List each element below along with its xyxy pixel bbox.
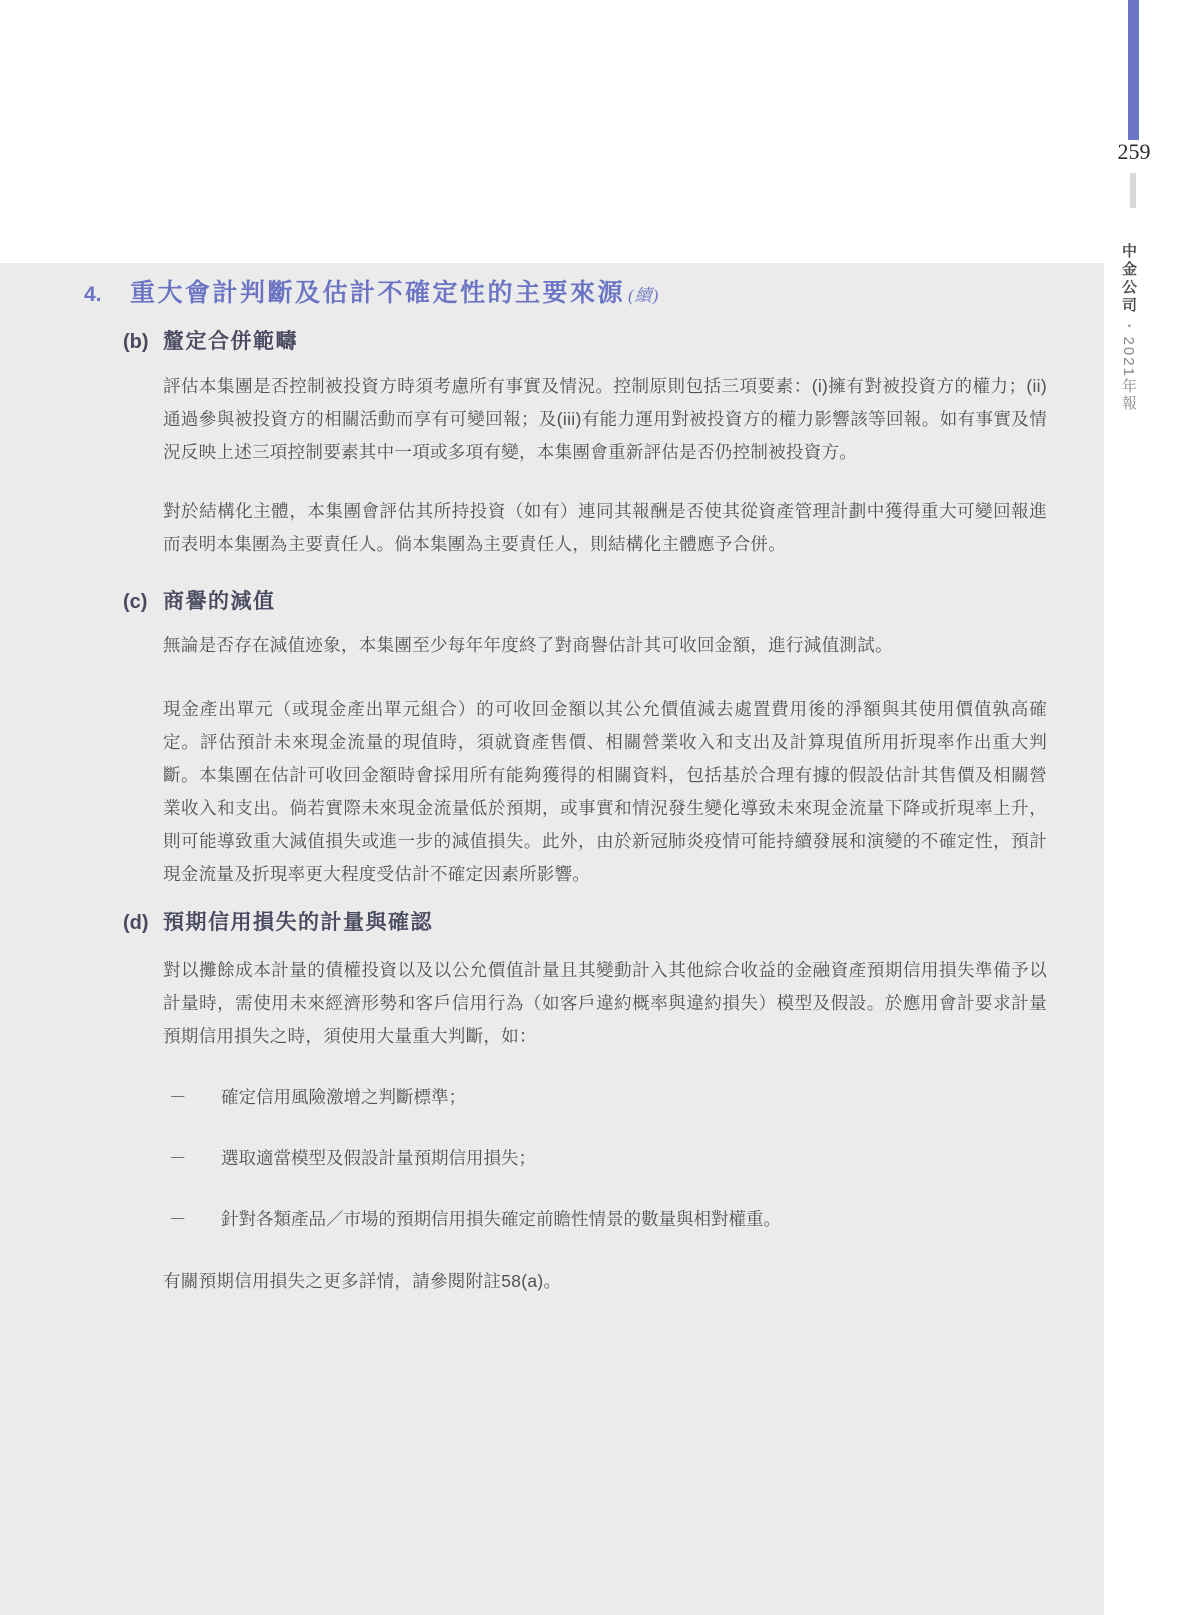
subsection-d <box>123 910 1104 1298</box>
section-number: 4. <box>84 283 102 306</box>
subsection-d-title: 預期信用損失的計量與確認 <box>163 911 433 934</box>
accent-bar <box>1128 0 1139 140</box>
bullet-item <box>169 1142 1047 1175</box>
content-panel <box>0 263 1104 1615</box>
company-name: 中金公司 <box>1120 243 1137 315</box>
bullet-text: 選取適當模型及假設計量預期信用損失； <box>221 1148 536 1168</box>
bullet-item <box>169 1203 1047 1236</box>
subsection-d-heading <box>123 910 1104 936</box>
subsection-c-title: 商譽的減值 <box>163 590 276 613</box>
bullet-list <box>123 1081 1104 1236</box>
subsection-b-title: 釐定合併範疇 <box>163 330 298 353</box>
subsection-b <box>123 329 1104 561</box>
subsection-c-heading <box>123 589 1104 615</box>
separator-dot: • <box>1123 324 1134 328</box>
closing-note: 有關預期信用損失之更多詳情，請參閱附註58(a)。 <box>163 1271 562 1291</box>
report-year: 2021年報 <box>1120 336 1137 412</box>
paragraph: 無論是否存在減值迹象，本集團至少每年年度終了對商譽估計其可收回金額，進行減值測試。 <box>163 635 893 655</box>
bullet-text: 確定信用風險激增之判斷標準； <box>221 1087 466 1107</box>
subsection-b-heading <box>123 329 1104 355</box>
subsection-b-label: (b) <box>123 331 149 353</box>
paragraph: 對於結構化主體，本集團會評估其所持投資（如有）連同其報酬是否使其從資產管理計劃中獲得重大可變回報進而表明本集團為主要責任人。倘本集團為主要責任人，則結構化主體應予合併。 <box>163 501 1047 554</box>
paragraph: 對以攤餘成本計量的債權投資以及以公允價值計量且其變動計入其他綜合收益的金融資產預期信用損失準備予以計量時，需使用未來經濟形勢和客戶信用行為（如客戶違約概率與違約損失）模型及假設。於應用會計要求計量預期信用損失之時，須使用大量重大判斷，如： <box>163 960 1047 1046</box>
tick-line <box>1130 173 1136 208</box>
section-heading <box>84 276 1104 313</box>
bullet-item <box>169 1081 1047 1114</box>
page-number: 259 <box>1117 139 1151 164</box>
subsection-d-label: (d) <box>123 912 149 934</box>
subsection-c-label: (c) <box>123 591 148 613</box>
continuation-note: (續) <box>628 286 660 305</box>
vertical-caption <box>1118 243 1139 543</box>
dash-marker: － <box>169 1087 187 1107</box>
paragraph: 評估本集團是否控制被投資方時須考慮所有事實及情況。控制原則包括三項要素：(i)擁有對被投資方的權力；(ii)通過參與被投資方的相關活動而享有可變回報；及(iii)有能力運用對被投資方的權力影響該等回報。如有事實及情況反映上述三項控制要素其中一項或多項有變，本集團會重新評估是否仍控制被投資方。 <box>163 376 1047 462</box>
paragraph: 現金產出單元（或現金產出單元組合）的可收回金額以其公允價值減去處置費用後的淨額與其使用價值孰高確定。評估預計未來現金流量的現值時，須就資產售價、相關營業收入和支出及計算現值所用折現率作出重大判斷。本集團在估計可收回金額時會採用所有能夠獲得的相關資料，包括基於合理有據的假設估計其售價及相關營業收入和支出。倘若實際未來現金流量低於預期，或事實和情況發生變化導致未來現金流量下降或折現率上升，則可能導致重大減值損失或進一步的減值損失。此外，由於新冠肺炎疫情可能持續發展和演變的不確定性，預計現金流量及折現率更大程度受估計不確定因素所影響。 <box>163 699 1047 884</box>
subsection-c <box>123 589 1104 891</box>
bullet-text: 針對各類產品／市場的預期信用損失確定前瞻性情景的數量與相對權重。 <box>221 1209 781 1229</box>
section-title: 重大會計判斷及估計不確定性的主要來源 <box>130 279 626 307</box>
dash-marker: － <box>169 1209 187 1229</box>
dash-marker: － <box>169 1148 187 1168</box>
